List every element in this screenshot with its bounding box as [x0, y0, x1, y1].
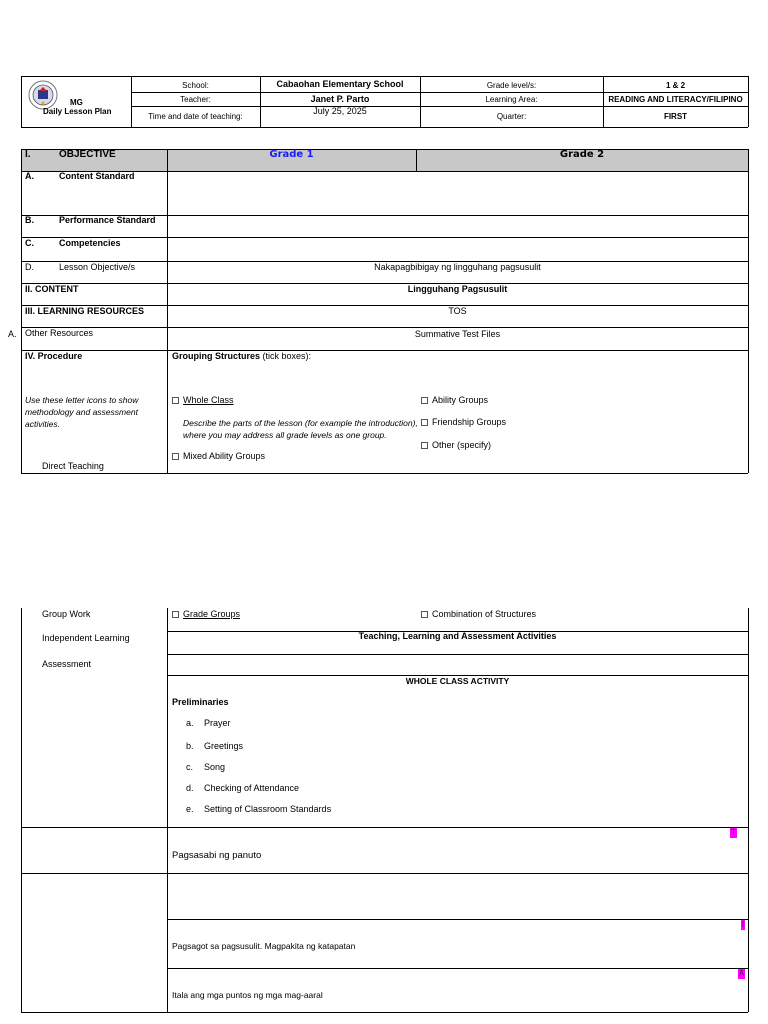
objective-num: I.	[25, 149, 31, 160]
tla-heading: Teaching, Learning and Assessment Activities	[358, 631, 557, 641]
prelim-letter: e.	[186, 804, 194, 814]
grouping-structures-note: (tick boxes):	[260, 351, 312, 361]
letter-icons-note: Use these letter icons to show methodology and assessment activities.	[25, 395, 139, 429]
other-resources-prefix: A.	[8, 329, 17, 339]
content-standard-label: Content Standard	[59, 171, 135, 181]
learning-resources-label: III. LEARNING RESOURCES	[25, 306, 145, 316]
learning-resources-value: TOS	[448, 306, 467, 316]
time-label: Time and date of teaching:	[148, 112, 243, 121]
whole-class-description: Describe the parts of the lesson (for example the introduction), where you may address all grade levels as one group.	[183, 418, 418, 440]
other-specify-label: Other (specify)	[432, 440, 492, 450]
prelim-letter: c.	[186, 762, 194, 772]
independent-marker-icon: I	[741, 920, 745, 929]
quarter-label: Quarter:	[496, 112, 527, 121]
preliminaries-heading: Preliminaries	[172, 697, 229, 707]
checkbox-icon[interactable]	[172, 611, 179, 618]
prelim-item: Greetings	[204, 741, 244, 751]
header-doc-title: Daily Lesson Plan	[43, 107, 112, 116]
ability-groups-option[interactable]	[421, 395, 488, 406]
assessment-label: Assessment	[42, 659, 92, 669]
checkbox-icon[interactable]	[172, 397, 179, 404]
row3-activity-text: Itala ang mga puntos ng mga mag-aaral	[172, 990, 323, 1000]
content-label: II. CONTENT	[25, 284, 79, 294]
objective-label: OBJECTIVE	[59, 149, 116, 160]
direct-teaching-label: Direct Teaching	[42, 461, 104, 471]
quarter-value: FIRST	[663, 112, 688, 121]
whole-class-activity-heading: WHOLE CLASS ACTIVITY	[405, 676, 510, 686]
other-resources-value: Summative Test Files	[414, 329, 501, 339]
teacher-value: Janet P. Parto	[310, 94, 370, 104]
assessment-marker-icon: A	[738, 969, 745, 978]
whole-class-option[interactable]	[172, 395, 234, 406]
procedure-label: IV. Procedure	[25, 351, 83, 361]
prelim-letter: a.	[186, 718, 194, 728]
grouping-structures-heading	[172, 351, 311, 362]
friendship-groups-label: Friendship Groups	[432, 417, 507, 427]
checkbox-icon[interactable]	[421, 611, 428, 618]
prelim-letter: d.	[186, 783, 194, 793]
row2-activity-text: Pagsagot sa pagsusulit. Magpakita ng katapatan	[172, 941, 356, 951]
grade-level-label: Grade level/s:	[486, 81, 537, 90]
mixed-ability-label: Mixed Ability Groups	[183, 451, 266, 461]
grade-groups-label: Grade Groups	[183, 609, 241, 619]
teaching-marker-icon: T	[731, 828, 736, 837]
grouping-structures-bold: Grouping Structures	[172, 351, 261, 361]
combination-option[interactable]	[421, 609, 536, 620]
prelim-item: Checking of Attendance	[204, 783, 300, 793]
grade1-heading: Grade 1	[269, 149, 314, 160]
grade-level-value: 1 & 2	[665, 81, 686, 90]
group-work-label: Group Work	[42, 609, 91, 619]
prelim-item: Song	[204, 762, 226, 772]
checkbox-icon[interactable]	[421, 442, 428, 449]
prelim-item: Setting of Classroom Standards	[204, 804, 332, 814]
content-value: Lingguhang Pagsusulit	[407, 284, 508, 294]
ability-groups-label: Ability Groups	[432, 395, 489, 405]
performance-standard-num: B.	[25, 215, 34, 225]
row1-activity-text: Pagsasabi ng panuto	[172, 850, 262, 861]
prelim-letter: b.	[186, 741, 194, 751]
grade2-heading: Grade 2	[559, 149, 605, 160]
checkbox-icon[interactable]	[172, 453, 179, 460]
mixed-ability-option[interactable]	[172, 451, 265, 462]
prelim-item: Prayer	[204, 718, 231, 728]
lesson-objective-label: Lesson Objective/s	[59, 262, 136, 272]
other-resources-label: Other Resources	[25, 328, 94, 338]
friendship-groups-option[interactable]	[421, 417, 506, 428]
school-value: Cabaohan Elementary School	[276, 79, 404, 89]
competencies-label: Competencies	[59, 238, 121, 248]
learning-area-value: READING AND LITERACY/FILIPINO	[608, 95, 743, 104]
other-specify-option[interactable]	[421, 440, 491, 451]
school-label: School:	[182, 81, 209, 90]
independent-learning-label: Independent Learning	[42, 633, 130, 643]
header-logo-initials: MG	[70, 98, 83, 107]
combination-label: Combination of Structures	[432, 609, 537, 619]
lesson-objective-num: D.	[25, 262, 34, 272]
whole-class-label: Whole Class	[183, 395, 234, 405]
checkbox-icon[interactable]	[421, 419, 428, 426]
performance-standard-label: Performance Standard	[59, 215, 156, 225]
competencies-num: C.	[25, 238, 34, 248]
lesson-objective-value: Nakapagbibigay ng lingguhang pagsusulit	[374, 262, 541, 272]
content-standard-num: A.	[25, 171, 34, 181]
grade-groups-option[interactable]	[172, 609, 240, 620]
learning-area-label: Learning Area:	[485, 95, 538, 104]
time-value: July 25, 2025	[313, 106, 367, 116]
teacher-label: Teacher:	[180, 95, 211, 104]
checkbox-icon[interactable]	[421, 397, 428, 404]
